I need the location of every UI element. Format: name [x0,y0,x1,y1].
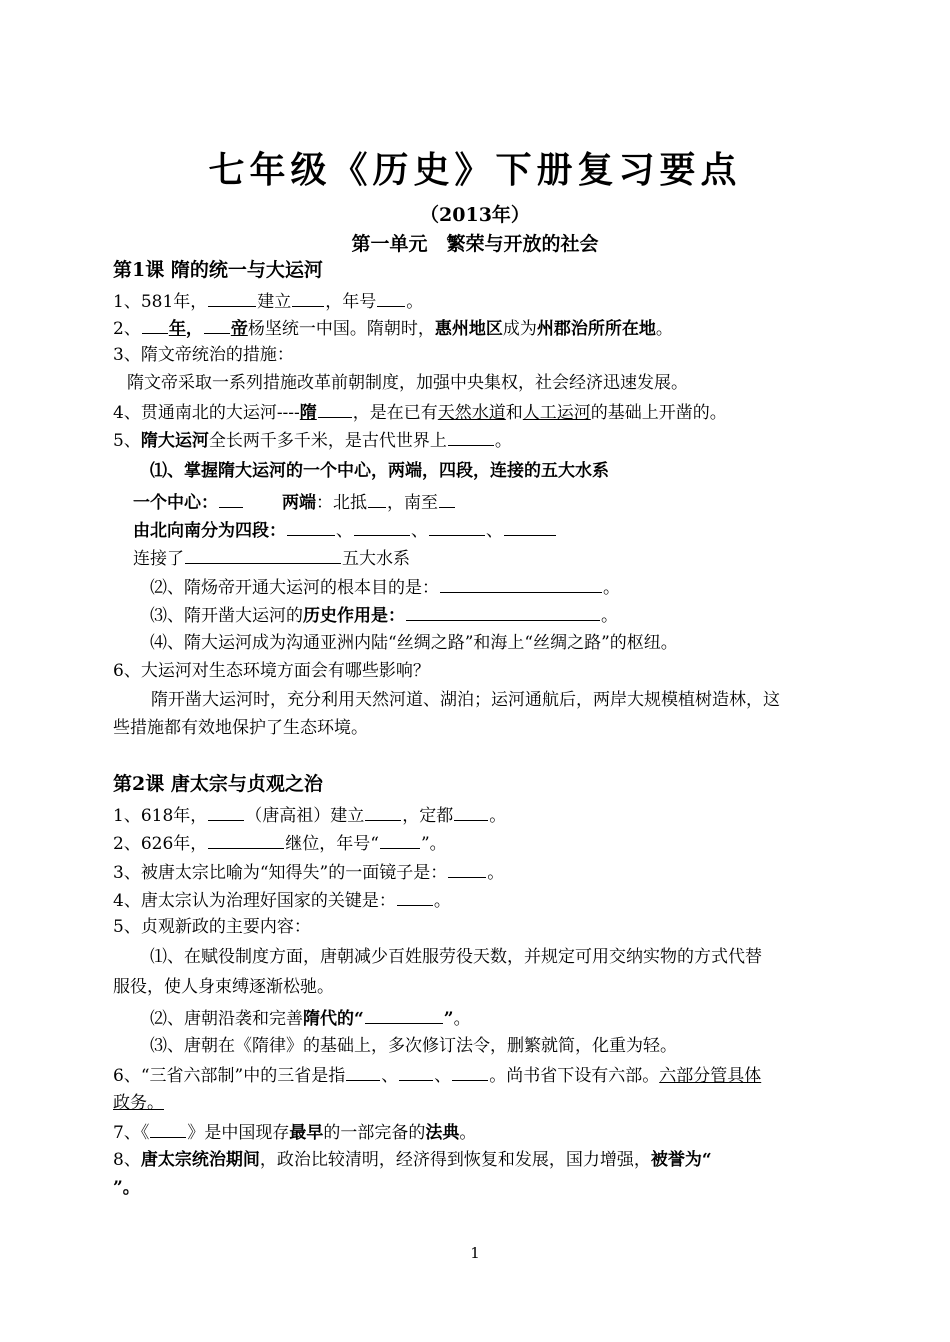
fill-blank[interactable] [440,574,602,593]
text: 6、“三省六部制”中的三省是指 [113,1066,346,1086]
lesson2-sub-1-line-2: 服役，使人身束缚逐渐松驰。 [113,977,334,997]
fill-blank[interactable] [365,802,401,821]
text: 成为 [502,319,537,339]
text: ，是在已有 [352,403,438,423]
text: 帝 [230,319,248,339]
text: 州郡治所所在地 [536,319,656,339]
text: 由北向南分为四段： [133,521,286,541]
text: 最早 [289,1123,324,1143]
text: 法典 [425,1123,460,1143]
page-title: 七年级《历史》下册复习要点 [208,149,742,191]
lesson2-item-8 [113,1148,840,1172]
text: ， [185,319,203,339]
lesson2-heading: 第2课 唐太宗与贞观之治 [113,773,323,795]
text: 隋开凿大运河时，充分利用天然河道、湖泊；运河通航后，两岸大规模植树造林，这 [151,690,780,710]
text: 、 [336,521,353,541]
text: 4、贯通南北的大运河---- [113,403,300,423]
lesson1-sub-2 [150,574,877,600]
fill-blank[interactable] [380,830,420,849]
fill-blank[interactable] [439,489,455,508]
lesson2-item-1 [113,802,840,828]
text: 。 [453,1009,471,1029]
text: ，政治比较清明，经济得到恢复和发展，国力增强， [259,1150,651,1170]
lesson1-item-2 [113,315,840,341]
text: 杨坚统一中国。隋朝时， [247,319,435,339]
text: ：北抵 [316,493,367,513]
text: ⑵、唐朝沿袭和完善 [150,1009,303,1029]
lesson1-item-5 [113,427,840,453]
text: 继位，年号“ [285,834,379,854]
fill-blank[interactable] [208,802,244,821]
text: 。 [494,431,512,451]
fill-blank[interactable] [208,830,284,849]
text: 两端 [282,493,316,513]
fill-blank[interactable] [399,1062,433,1081]
fill-blank[interactable] [454,802,488,821]
text: 3、被唐太宗比喻为“知得失”的一面镜子是： [113,863,448,883]
text: 隋 [299,403,317,423]
fill-blank[interactable] [142,315,168,334]
text: 、 [434,1066,452,1086]
text: 历史作用是： [303,606,405,626]
text: 2、626年， [113,834,208,854]
text: 。 [489,806,507,826]
text: 连接了 [133,549,184,569]
fill-blank[interactable] [208,288,256,307]
lesson2-item-3 [113,859,840,885]
text: 唐太宗统治期间 [140,1150,260,1170]
text: 。 [433,891,451,911]
lesson1-heading: 第1课 隋的统一与大运河 [113,259,323,281]
lesson1-sub-3 [150,602,877,628]
text: 和 [505,403,523,423]
fill-blank[interactable] [318,399,352,418]
text: 六部分管具体 [659,1066,762,1086]
text: 隋大运河 [140,431,209,451]
fill-blank[interactable] [377,288,405,307]
lesson2-sub-1-line-1 [113,945,840,969]
fill-blank[interactable] [150,1119,186,1138]
fill-blank[interactable] [204,315,230,334]
fill-blank[interactable] [452,1062,488,1081]
text: 年 [168,319,186,339]
lesson2-item-8-cont: ”。 [113,1178,140,1198]
lesson2-sub-2 [150,1005,877,1031]
fill-blank[interactable] [397,887,433,906]
lesson1-center-ends [133,489,860,515]
text: 。 [603,578,620,598]
lesson1-item-4 [113,399,840,425]
text: 。 [655,319,673,339]
text: ⑵、隋炀帝开通大运河的根本目的是： [150,578,439,598]
text: 惠州地区 [434,319,503,339]
lesson1-item-1 [113,288,840,314]
year-subtitle: （2013年） [420,204,530,226]
lesson2-item-5: 5、贞观新政的主要内容： [113,917,311,937]
text: 1、618年， [113,806,208,826]
lesson1-sub-1: ⑴、掌握隋大运河的一个中心，两端，四段，连接的五大水系 [150,461,609,481]
fill-blank[interactable] [429,517,485,536]
fill-blank[interactable] [365,1005,443,1024]
fill-blank[interactable] [287,517,335,536]
text: 5、 [113,431,141,451]
fill-blank[interactable] [368,489,386,508]
text: 。 [487,863,505,883]
lesson1-item-6-para-2: 些措施都有效地保护了生态环境。 [113,718,368,738]
fill-blank[interactable] [185,545,341,564]
lesson2-item-4 [113,887,840,913]
text: 建立 [257,292,292,312]
text: 全长两千多千米，是古代世界上 [208,431,447,451]
lesson1-item-3: 3、隋文帝统治的措施： [113,345,294,365]
text: 隋代的“ [303,1009,364,1029]
text: 被誉为“ [650,1150,712,1170]
lesson1-connect [133,545,860,571]
lesson1-item-6-para-1 [113,688,840,712]
text: 。 [406,292,424,312]
text: ，定都 [402,806,454,826]
unit-title: 第一单元 繁荣与开放的社会 [351,233,599,255]
fill-blank[interactable] [406,602,600,621]
text: 》是中国现存 [187,1123,290,1143]
text: 2、 [113,319,141,339]
fill-blank[interactable] [292,288,324,307]
lesson1-four-sections [133,517,860,543]
fill-blank[interactable] [346,1062,380,1081]
text: 天然水道 [437,403,506,423]
text: 的一部完备的 [323,1123,426,1143]
text: 。 [459,1123,477,1143]
lesson2-item-6 [113,1062,840,1088]
text: 8、 [113,1150,141,1170]
text: ⑴、在赋役制度方面，唐朝减少百姓服劳役天数，并规定可用交纳实物的方式代替 [150,947,762,967]
fill-blank[interactable] [219,489,243,508]
lesson2-item-6-cont [113,1091,840,1115]
fill-blank[interactable] [448,859,486,878]
text: 政务。 [113,1093,164,1113]
lesson2-item-7 [113,1119,840,1145]
lesson1-item-6: 6、大运河对生态环境方面会有哪些影响？ [113,661,430,681]
text: 、 [411,521,428,541]
text: 的基础上开凿的。 [590,403,727,423]
lesson2-sub-3: ⑶、唐朝在《隋律》的基础上，多次修订法令，删繁就简，化重为轻。 [150,1036,677,1056]
fill-blank[interactable] [504,517,556,536]
lesson1-sub-4: ⑷、隋大运河成为沟通亚洲内陆“丝绸之路”和海上“丝绸之路”的枢纽。 [150,633,678,653]
text: 4、唐太宗认为治理好国家的关键是： [113,891,396,911]
text: ⑶、隋开凿大运河的 [150,606,303,626]
text: ” [443,1009,454,1029]
lesson1-item-3-detail: 隋文帝采取一系列措施改革前朝制度，加强中央集权，社会经济迅速发展。 [127,373,688,393]
text: ”。 [420,834,447,854]
page-number: 1 [470,1244,480,1262]
text: 7、《 [113,1123,150,1143]
fill-blank[interactable] [354,517,410,536]
text: 人工运河 [522,403,591,423]
lesson2-item-2 [113,830,840,856]
text: 、 [381,1066,399,1086]
text: 五大水系 [342,549,410,569]
text: ，年号 [325,292,377,312]
text: 1、581年， [113,292,208,312]
text: 一个中心： [133,493,218,513]
text: 、 [486,521,503,541]
fill-blank[interactable] [448,427,494,446]
text: 。尚书省下设有六部。 [489,1066,660,1086]
text: ，南至 [387,493,438,513]
text: 。 [601,606,618,626]
text: （唐高祖）建立 [245,806,365,826]
